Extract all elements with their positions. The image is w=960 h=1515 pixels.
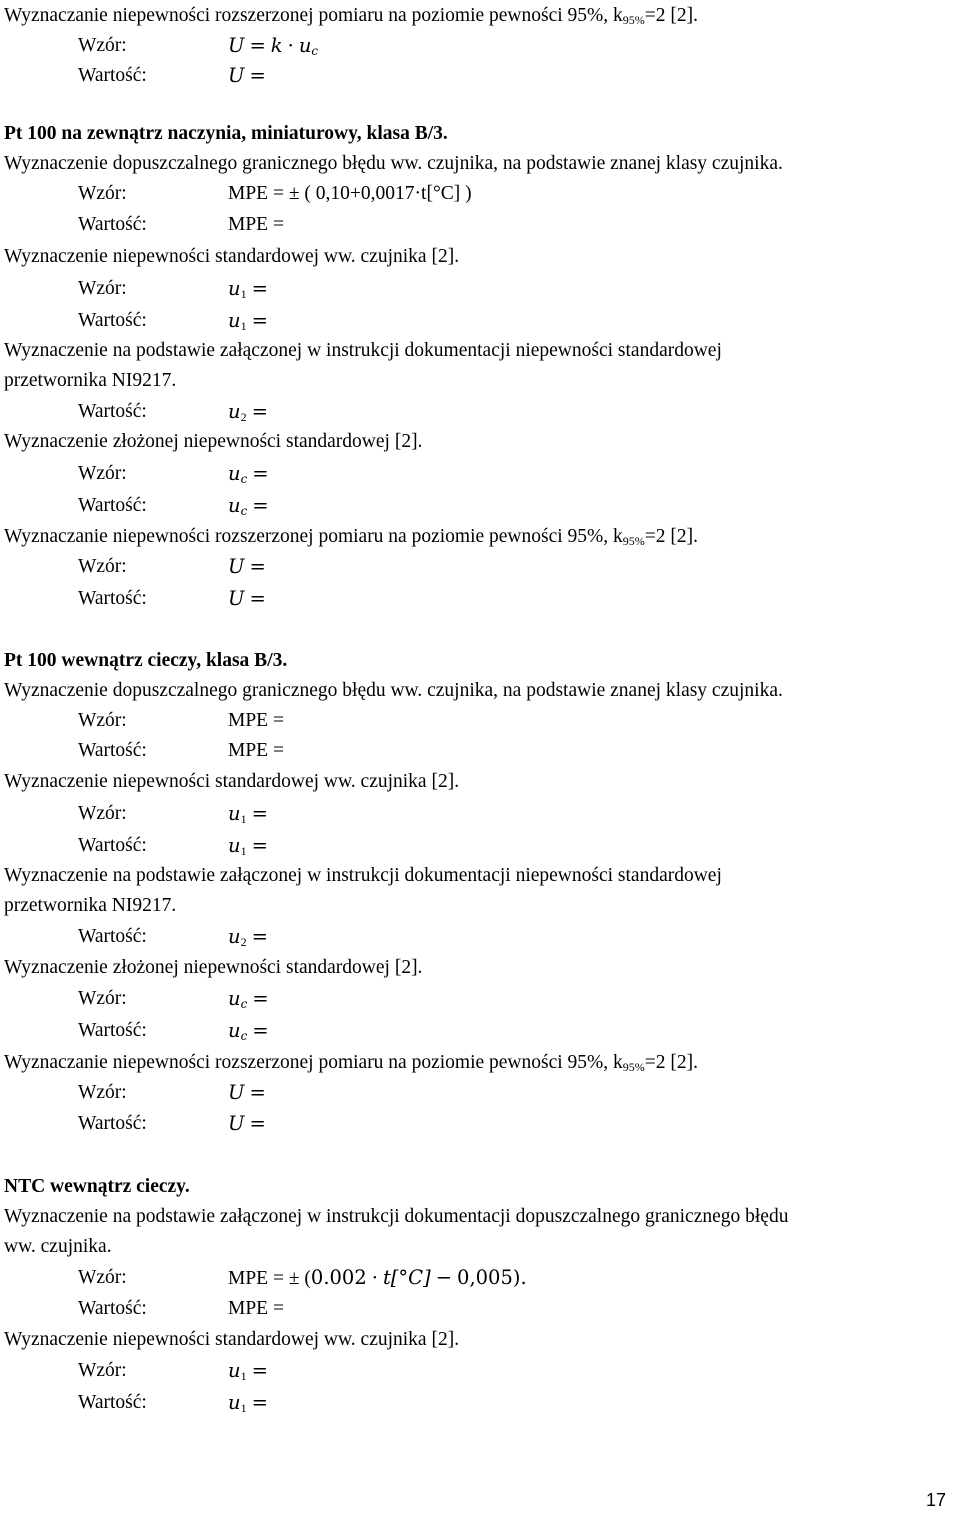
mpe-heading-continued: ww. czujnika. [4, 1236, 112, 1257]
mpe-value: MPE = [228, 1298, 284, 1319]
uc-formula: $u_c$ = [228, 987, 269, 1011]
uc-value: $u_c$ = [228, 494, 269, 518]
formula-label: Wzór: [78, 35, 127, 56]
value-label: Wartość: [78, 926, 147, 947]
section-title-ntc: NTC wewnątrz cieczy. [4, 1176, 190, 1197]
value-label: Wartość: [78, 740, 147, 761]
U-formula: U = [228, 555, 266, 578]
u1-formula: $u_1$ = [228, 802, 268, 826]
u1-heading: Wyznaczenie niepewności standardowej ww. czujnika [2]. [4, 246, 460, 267]
section-title-pt100-outside: Pt 100 na zewnątrz naczynia, miniaturowy, klasa B/3. [4, 123, 448, 144]
uc-heading: Wyznaczenie złożonej niepewności standardowej [2]. [4, 431, 423, 452]
value-label: Wartość: [78, 1392, 147, 1413]
formula-label: Wzór: [78, 463, 127, 484]
value-label: Wartość: [78, 835, 147, 856]
formula-label: Wzór: [78, 1082, 127, 1103]
formula-label: Wzór: [78, 1360, 127, 1381]
expanded-uncertainty-value: U = [228, 64, 266, 87]
value-label: Wartość: [78, 65, 147, 86]
formula-label: Wzór: [78, 710, 127, 731]
formula-label: Wzór: [78, 1267, 127, 1288]
u2-heading: Wyznaczenie na podstawie załączonej w instrukcji dokumentacji niepewności standardowej [4, 340, 722, 361]
mpe-formula: MPE = ± ( 0,10+0,0017·t[°C] ) [228, 183, 472, 204]
U-formula: U = [228, 1081, 266, 1104]
expanded-uncertainty-heading: Wyznaczanie niepewności rozszerzonej pomiaru na poziomie pewności 95%, $k_{95\%}=2$ [2]. [4, 5, 699, 27]
value-label: Wartość: [78, 214, 147, 235]
mpe-formula: MPE = [228, 710, 284, 731]
u1-value: $u_1$ = [228, 834, 268, 858]
mpe-formula: MPE = ± (0.002 · t[°C] − 0,005). [228, 1266, 527, 1289]
value-label: Wartość: [78, 1113, 147, 1134]
u2-value: $u_2$ = [228, 925, 268, 949]
value-label: Wartość: [78, 495, 147, 516]
u2-heading: Wyznaczenie na podstawie załączonej w instrukcji dokumentacji niepewności standardowej [4, 865, 722, 886]
u1-value: $u_1$ = [228, 1391, 268, 1415]
u1-formula: $u_1$ = [228, 277, 268, 301]
mpe-heading: Wyznaczenie dopuszczalnego granicznego błędu ww. czujnika, na podstawie znanej klasy czujnika. [4, 680, 783, 701]
formula-label: Wzór: [78, 183, 127, 204]
mpe-heading: Wyznaczenie dopuszczalnego granicznego błędu ww. czujnika, na podstawie znanej klasy czujnika. [4, 153, 783, 174]
U-value: U = [228, 1112, 266, 1135]
mpe-value: MPE = [228, 740, 284, 761]
value-label: Wartość: [78, 401, 147, 422]
mpe-value: MPE = [228, 214, 284, 235]
u2-heading-continued: przetwornika NI9217. [4, 370, 177, 391]
u2-heading-continued: przetwornika NI9217. [4, 895, 177, 916]
expanded-uncertainty-formula: $U = k \cdot u_c$ [228, 34, 319, 58]
value-label: Wartość: [78, 1298, 147, 1319]
u1-value: $u_1$ = [228, 309, 268, 333]
mpe-heading: Wyznaczenie na podstawie załączonej w instrukcji dokumentacji dopuszczalnego granicznego błędu [4, 1206, 789, 1227]
u1-formula: $u_1$ = [228, 1359, 268, 1383]
formula-label: Wzór: [78, 278, 127, 299]
value-label: Wartość: [78, 310, 147, 331]
U-value: U = [228, 587, 266, 610]
expanded-uncertainty-heading: Wyznaczanie niepewności rozszerzonej pomiaru na poziomie pewności 95%, $k_{95\%}=2$ [2]. [4, 526, 699, 548]
formula-label: Wzór: [78, 556, 127, 577]
uc-formula: $u_c$ = [228, 462, 269, 486]
u2-value: $u_2$ = [228, 400, 268, 424]
formula-label: Wzór: [78, 803, 127, 824]
page-number: 17 [925, 1490, 946, 1510]
formula-label: Wzór: [78, 988, 127, 1009]
section-title-pt100-inside: Pt 100 wewnątrz cieczy, klasa B/3. [4, 650, 288, 671]
u1-heading: Wyznaczenie niepewności standardowej ww. czujnika [2]. [4, 1329, 460, 1350]
expanded-uncertainty-heading: Wyznaczanie niepewności rozszerzonej pomiaru na poziomie pewności 95%, $k_{95\%}=2$ [2]. [4, 1052, 699, 1074]
value-label: Wartość: [78, 1020, 147, 1041]
uc-heading: Wyznaczenie złożonej niepewności standardowej [2]. [4, 957, 423, 978]
uc-value: $u_c$ = [228, 1019, 269, 1043]
u1-heading: Wyznaczenie niepewności standardowej ww. czujnika [2]. [4, 771, 460, 792]
value-label: Wartość: [78, 588, 147, 609]
